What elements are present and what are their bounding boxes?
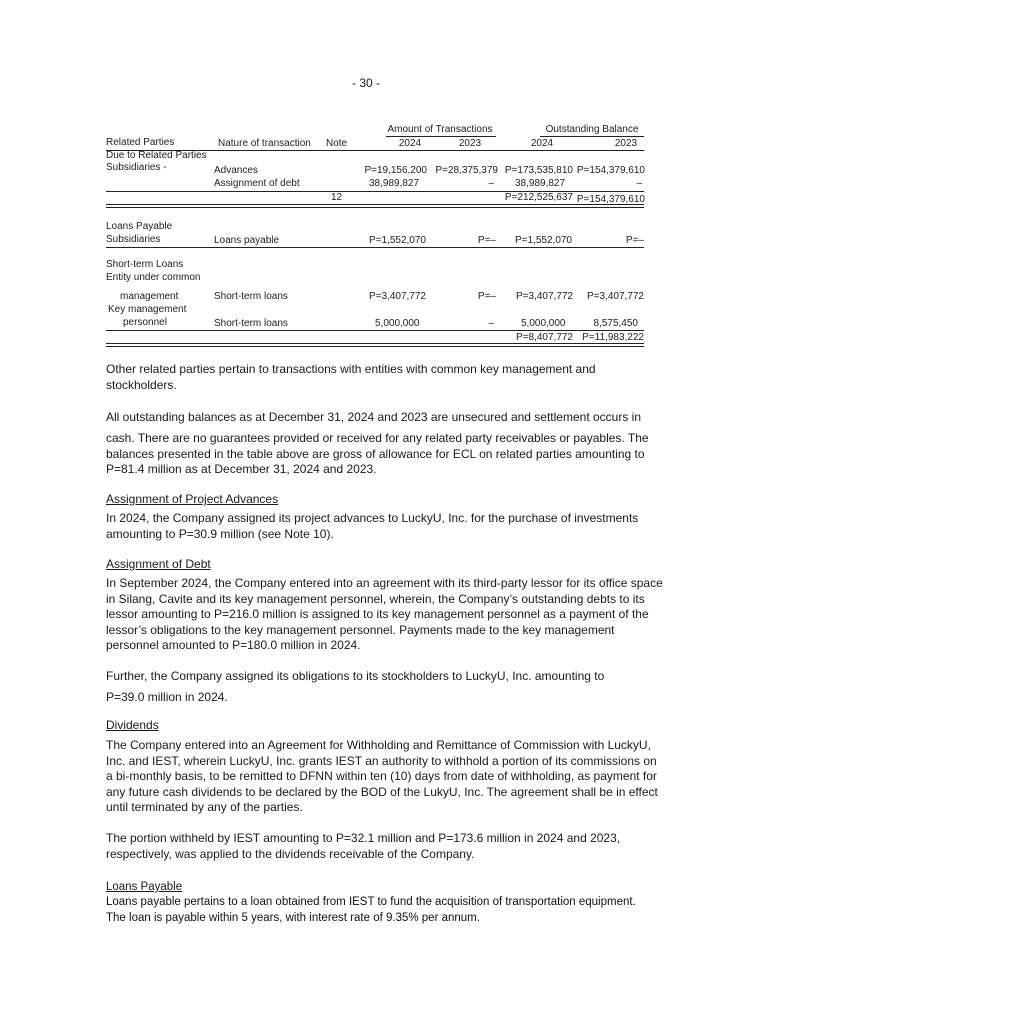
row-stl2-amt-2023: – <box>488 318 494 329</box>
row-stl2-nature: Short-term loans <box>214 318 288 329</box>
paragraph-portion-withheld: The portion withheld by IEST amounting to P=32.1 million and P=173.6 million in 2024 and 2023, respectively, was applied to the dividends receivable of the Company. <box>106 831 621 861</box>
paragraph-outstanding-line1: All outstanding balances as at December 31, 2024 and 2023 are unsecured and settlement occurs in <box>106 410 642 424</box>
row-loans-amt-2024: P=1,552,070 <box>369 235 426 246</box>
party-kmp-line1: Key management <box>108 304 187 315</box>
col-nature: Nature of transaction <box>218 138 311 149</box>
col-bal-2024: 2024 <box>530 138 554 149</box>
col-amt-2024: 2024 <box>398 138 422 149</box>
row-advances-amt-2024: P=19,156,200 <box>364 165 427 176</box>
row-assignment-amt-2023: – <box>488 178 494 189</box>
section1-total-note: 12 <box>331 192 343 203</box>
section-short-term-loans: Short-term Loans <box>106 259 184 270</box>
row-loans-bal-2023: P=– <box>625 235 644 246</box>
section3-total-bal-2024: P=8,407,772 <box>516 332 573 343</box>
section-due-to-related-parties: Due to Related Parties <box>106 150 207 161</box>
section1-total-bal-2023: P=154,379,610 <box>576 194 645 205</box>
section1-total-bal-2024: P=212,525,637 <box>504 192 573 203</box>
paragraph-further-line1: Further, the Company assigned its obligations to its stockholders to LuckyU, Inc. amounting to <box>106 669 605 683</box>
heading-assignment-debt: Assignment of Debt <box>106 557 211 571</box>
header-amount-of-transactions: Amount of Transactions <box>387 124 493 135</box>
row-loans-bal-2024: P=1,552,070 <box>515 235 572 246</box>
row-advances-bal-2024: P=173,535,810 <box>504 165 573 176</box>
row-assignment-amt-2024: 38,989,827 <box>369 178 420 189</box>
row-stl1-bal-2024: P=3,407,772 <box>516 291 573 302</box>
row-advances-nature: Advances <box>214 165 258 176</box>
row-advances-amt-2023: P=28,375,379 <box>435 165 498 176</box>
heading-loans-payable: Loans Payable <box>106 881 183 893</box>
paragraph-assignment-debt: In September 2024, the Company entered into an agreement with its third-party lessor for its office space in Silang, Cavite and its key management personnel, wherein, the Company’s outstanding debts to its lessor amounting to P=216.0 million is assigned to its key management personnel as a payment of the lessor’s obligations to the key management personnel. Payments made to the key management personnel amounted to P=180.0 million in 2024. <box>106 576 663 653</box>
row-loans-nature: Loans payable <box>214 235 280 246</box>
page-number: - 30 - <box>352 76 381 90</box>
party-entity-line2: management <box>120 291 179 302</box>
party-kmp-line2: personnel <box>123 317 167 328</box>
row-loans-amt-2023: P=– <box>477 235 496 246</box>
row-assignment-bal-2024: 38,989,827 <box>515 178 566 189</box>
row-assignment-nature: Assignment of debt <box>214 178 300 189</box>
paragraph-loans-line2: The loan is payable within 5 years, with interest rate of 9.35% per annum. <box>106 912 480 924</box>
section-loans-payable: Loans Payable <box>106 221 173 232</box>
paragraph-loans-line1: Loans payable pertains to a loan obtained from IEST to fund the acquisition of transportation equipment. <box>106 896 636 908</box>
row-stl2-bal-2023: 8,575,450 <box>593 318 638 329</box>
party-entity-line1: Entity under common <box>106 272 201 283</box>
party-subsidiaries-loans: Subsidiaries <box>106 234 161 245</box>
heading-dividends: Dividends <box>106 718 159 732</box>
paragraph-other-related-parties: Other related parties pertain to transactions with entities with common key management and stockholders. <box>106 362 596 392</box>
row-advances-bal-2023: P=154,379,610 <box>576 165 645 176</box>
col-note: Note <box>326 138 348 149</box>
party-subsidiaries: Subsidiaries - <box>106 162 167 173</box>
paragraph-further-line2: P=39.0 million in 2024. <box>106 690 228 704</box>
col-bal-2023: 2023 <box>614 138 638 149</box>
row-stl1-nature: Short-term loans <box>214 291 288 302</box>
col-amt-2023: 2023 <box>458 138 482 149</box>
row-stl2-bal-2024: 5,000,000 <box>521 318 566 329</box>
row-stl1-amt-2024: P=3,407,772 <box>369 291 426 302</box>
heading-assignment-project-advances: Assignment of Project Advances <box>106 492 279 506</box>
paragraph-project-advances: In 2024, the Company assigned its project advances to LuckyU, Inc. for the purchase of investments amounting to P=30.9 million (see Note 10). <box>106 511 639 541</box>
section3-total-bal-2023: P=11,983,222 <box>582 332 644 343</box>
col-related-parties: Related Parties <box>106 137 175 148</box>
paragraph-dividends: The Company entered into an Agreement for Withholding and Remittance of Commission with LuckyU, Inc. and IEST, wherein LuckyU, Inc. grants IEST an authority to withhold a portion of its commissions on a bi-monthly basis, to be remitted to DFNN within ten (10) days from date of withholding, as payment for any future cash dividends to be declared by the BOD of the LukyU, Inc. The agreement shall be in effect until terminated by any of the parties. <box>106 738 658 815</box>
row-stl2-amt-2024: 5,000,000 <box>375 318 420 329</box>
row-assignment-bal-2023: – <box>636 178 642 189</box>
header-outstanding-balance: Outstanding Balance <box>545 124 639 135</box>
paragraph-outstanding-rest: cash. There are no guarantees provided or received for any related party receivables or payables. The balances presented in the table above are gross of allowance for ECL on related parties amounting to P=81.4 million as at December 31, 2024 and 2023. <box>106 431 649 477</box>
row-stl1-bal-2023: P=3,407,772 <box>587 291 644 302</box>
row-stl1-amt-2023: P=– <box>477 291 496 302</box>
